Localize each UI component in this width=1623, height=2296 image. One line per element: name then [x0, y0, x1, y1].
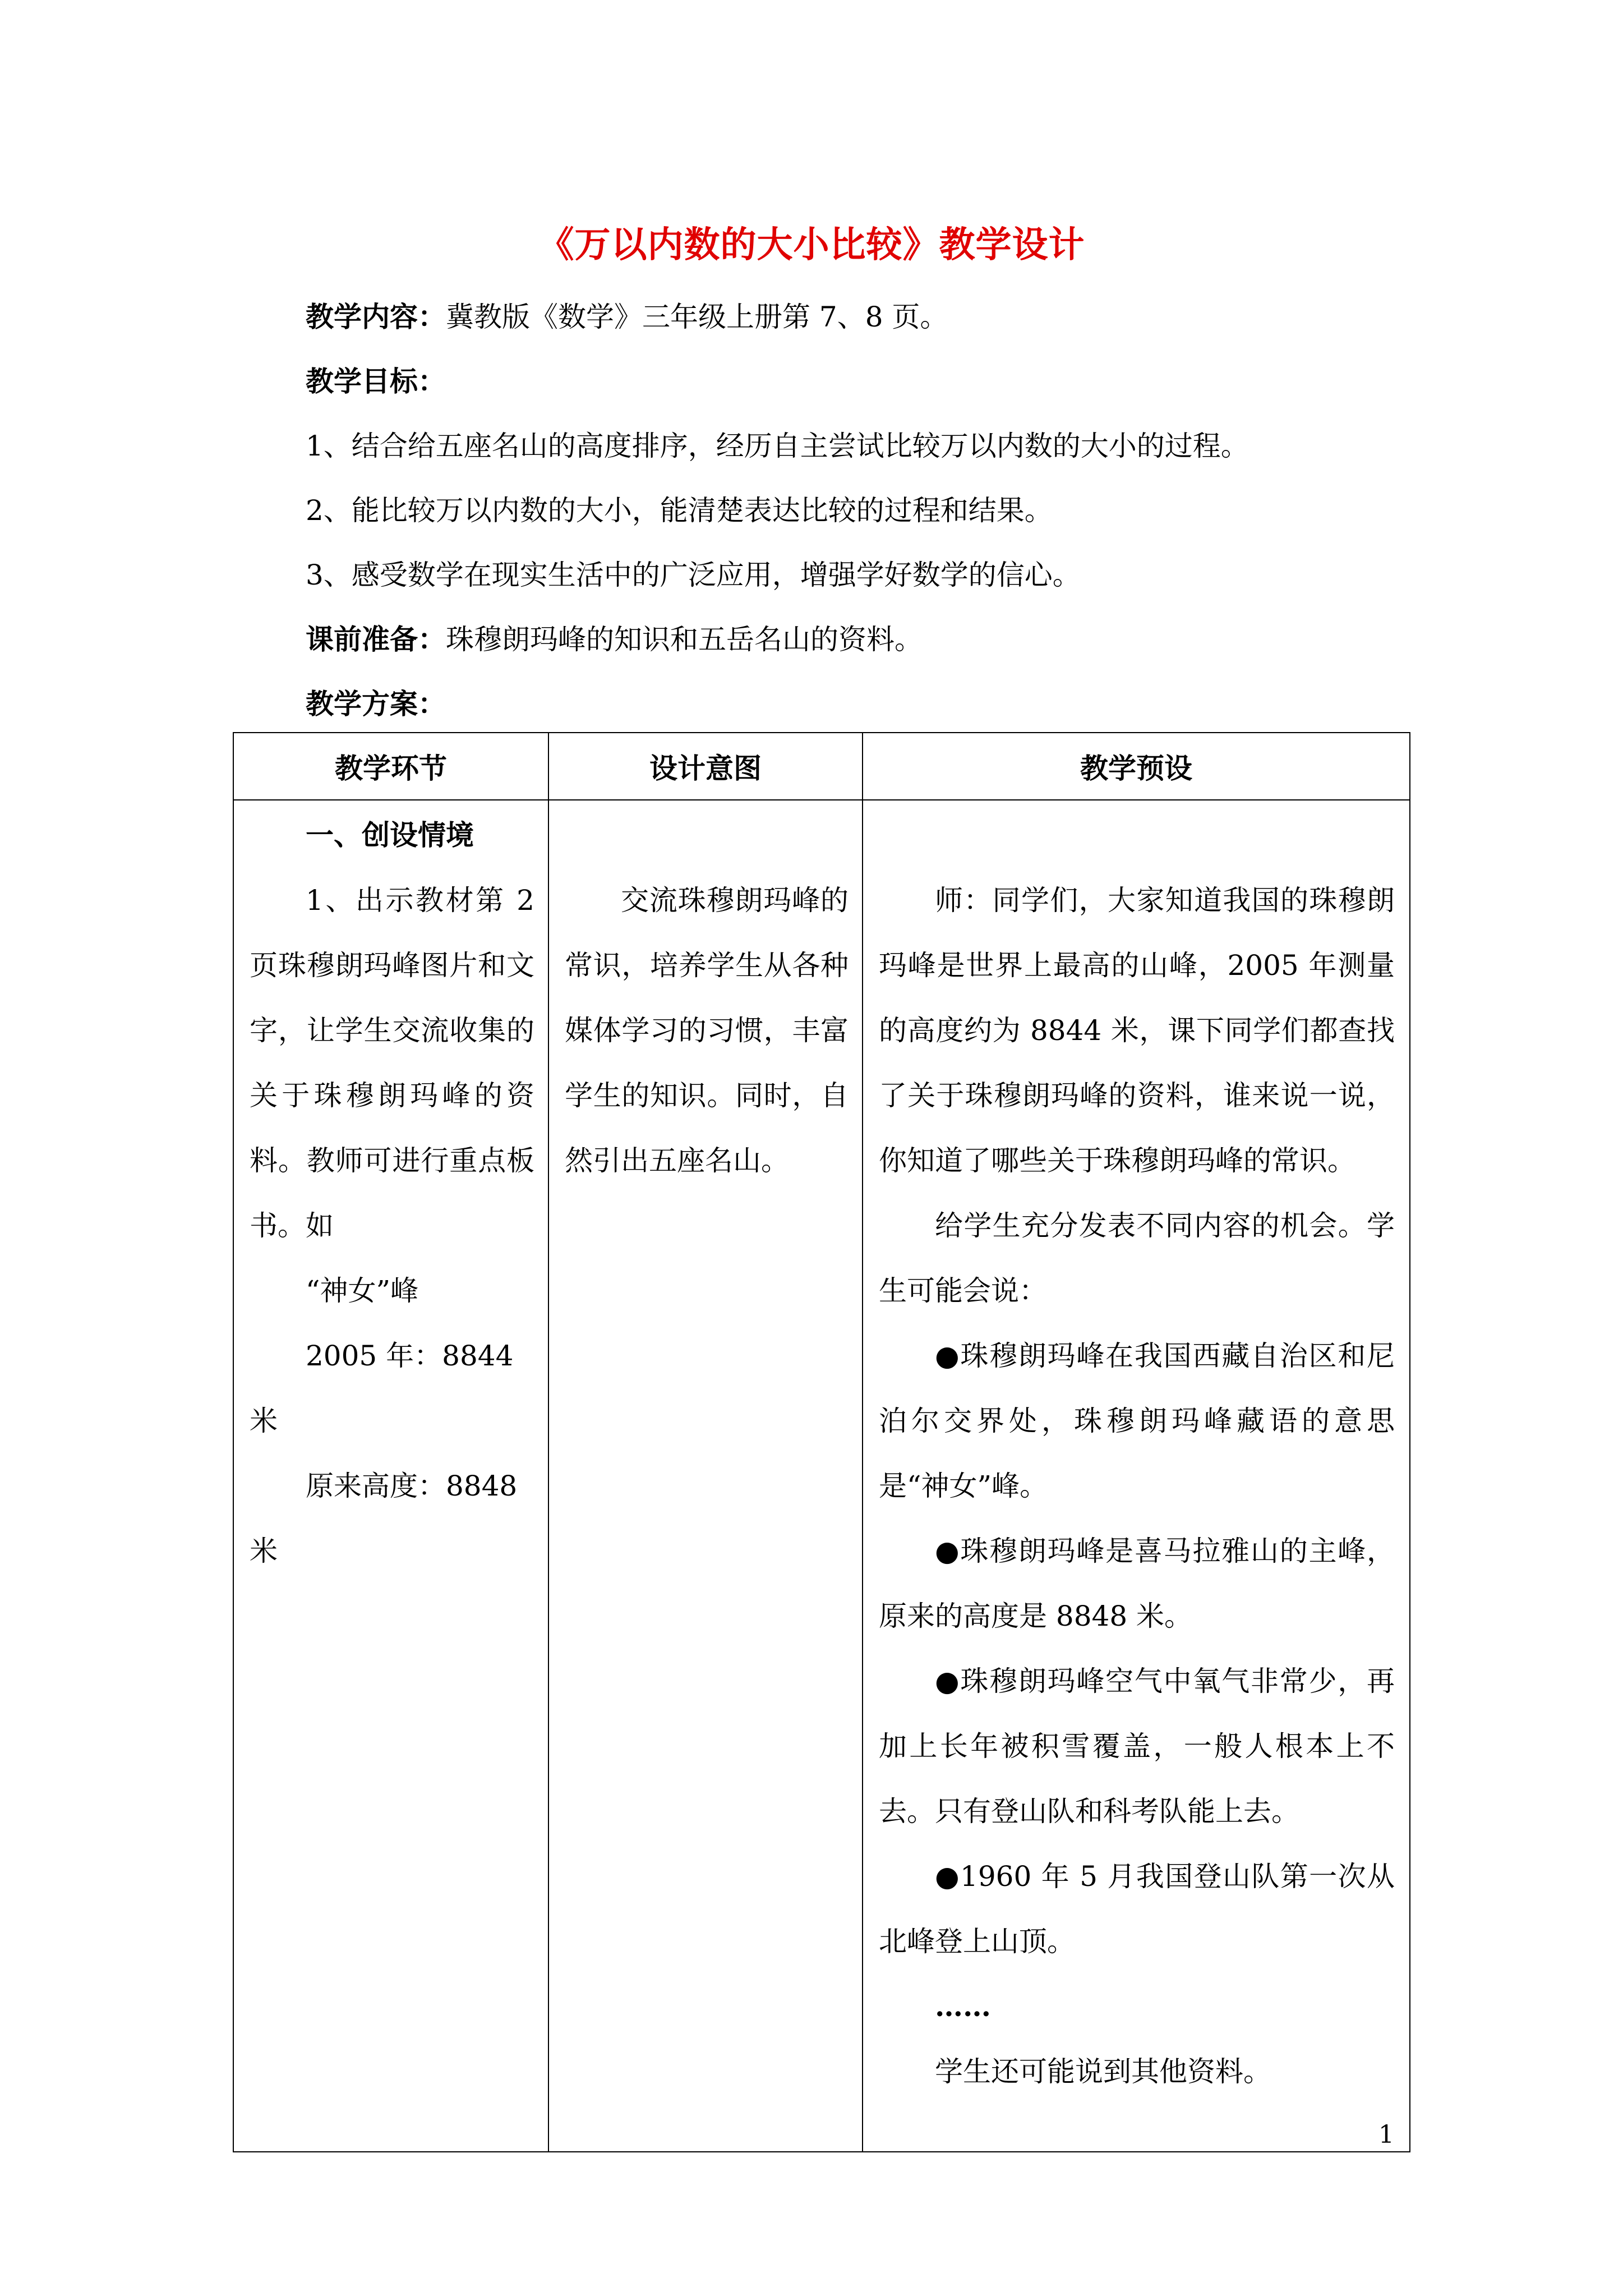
teaching-stage-cell	[233, 800, 548, 2152]
table-header-row	[233, 733, 1410, 800]
board-line: 原来高度：8848 米	[250, 1470, 518, 1567]
plan-bullet: ●珠穆朗玛峰在我国西藏自治区和尼泊尔交界处，珠穆朗玛峰藏语的意思是“神女”峰。	[879, 1340, 1395, 1502]
header-design-intent: 设计意图	[548, 733, 863, 800]
header-teaching-plan: 教学预设	[863, 733, 1410, 800]
design-intent-cell	[548, 800, 863, 2152]
plan-paragraph: 学生还可能说到其他资料。	[935, 2055, 1271, 2088]
intent-paragraph: 交流珠穆朗玛峰的常识，培养学生从各种媒体学习的习惯，丰富学生的知识。同时，自然引出五座名山。	[565, 884, 849, 1177]
stage-paragraph: 1、出示教材第 2 页珠穆朗玛峰图片和文字，让学生交流收集的关于珠穆朗玛峰的资料。教师可进行重点板书。如	[250, 884, 534, 1242]
table-row	[233, 800, 1410, 2152]
header-teaching-stage: 教学环节	[233, 733, 548, 800]
plan-bullet: ●1960 年 5 月我国登山队第一次从北峰登上山顶。	[879, 1860, 1395, 1958]
teaching-plan-table	[233, 732, 1410, 2152]
teaching-content	[306, 300, 948, 334]
objective-item: 3、感受数学在现实生活中的广泛应用，增强学好数学的信心。	[306, 559, 1081, 591]
board-line: “神女”峰	[306, 1274, 419, 1307]
section-heading: 一、创设情境	[306, 818, 474, 852]
plan-bullet: ●珠穆朗玛峰是喜马拉雅山的主峰，原来的高度是 8848 米。	[879, 1535, 1395, 1632]
plan-bullet: ●珠穆朗玛峰空气中氧气非常少，再加上长年被积雪覆盖，一般人根本上不去。只有登山队和科考队能上去。	[879, 1665, 1395, 1828]
teaching-content-label: 教学内容：	[306, 300, 446, 333]
preparation-label: 课前准备：	[306, 623, 446, 656]
page-number: 1	[1378, 2120, 1394, 2149]
preparation	[306, 623, 923, 656]
teaching-plan-cell	[863, 800, 1410, 2152]
objective-item: 1、结合给五座名山的高度排序，经历自主尝试比较万以内数的大小的过程。	[306, 430, 1249, 462]
plan-paragraph: 师：同学们，大家知道我国的珠穆朗玛峰是世界上最高的山峰，2005 年测量的高度约为 8844 米，课下同学们都查找了关于珠穆朗玛峰的资料，谁来说一说，你知道了哪些关于珠穆朗玛峰的常识。	[879, 884, 1395, 1177]
document-title: 《万以内数的大小比较》教学设计	[538, 224, 1085, 266]
preparation-text: 珠穆朗玛峰的知识和五岳名山的资料。	[446, 623, 923, 656]
teaching-content-text: 冀教版《数学》三年级上册第 7、8 页。	[446, 301, 948, 333]
plan-ellipsis: ……	[935, 1990, 991, 2023]
plan-label: 教学方案：	[306, 687, 446, 720]
objective-item: 2、能比较万以内数的大小，能清楚表达比较的过程和结果。	[306, 494, 1053, 527]
objectives-label: 教学目标：	[306, 365, 446, 398]
plan-paragraph: 给学生充分发表不同内容的机会。学生可能会说：	[879, 1209, 1395, 1307]
board-line: 2005 年：8844 米	[250, 1340, 514, 1437]
